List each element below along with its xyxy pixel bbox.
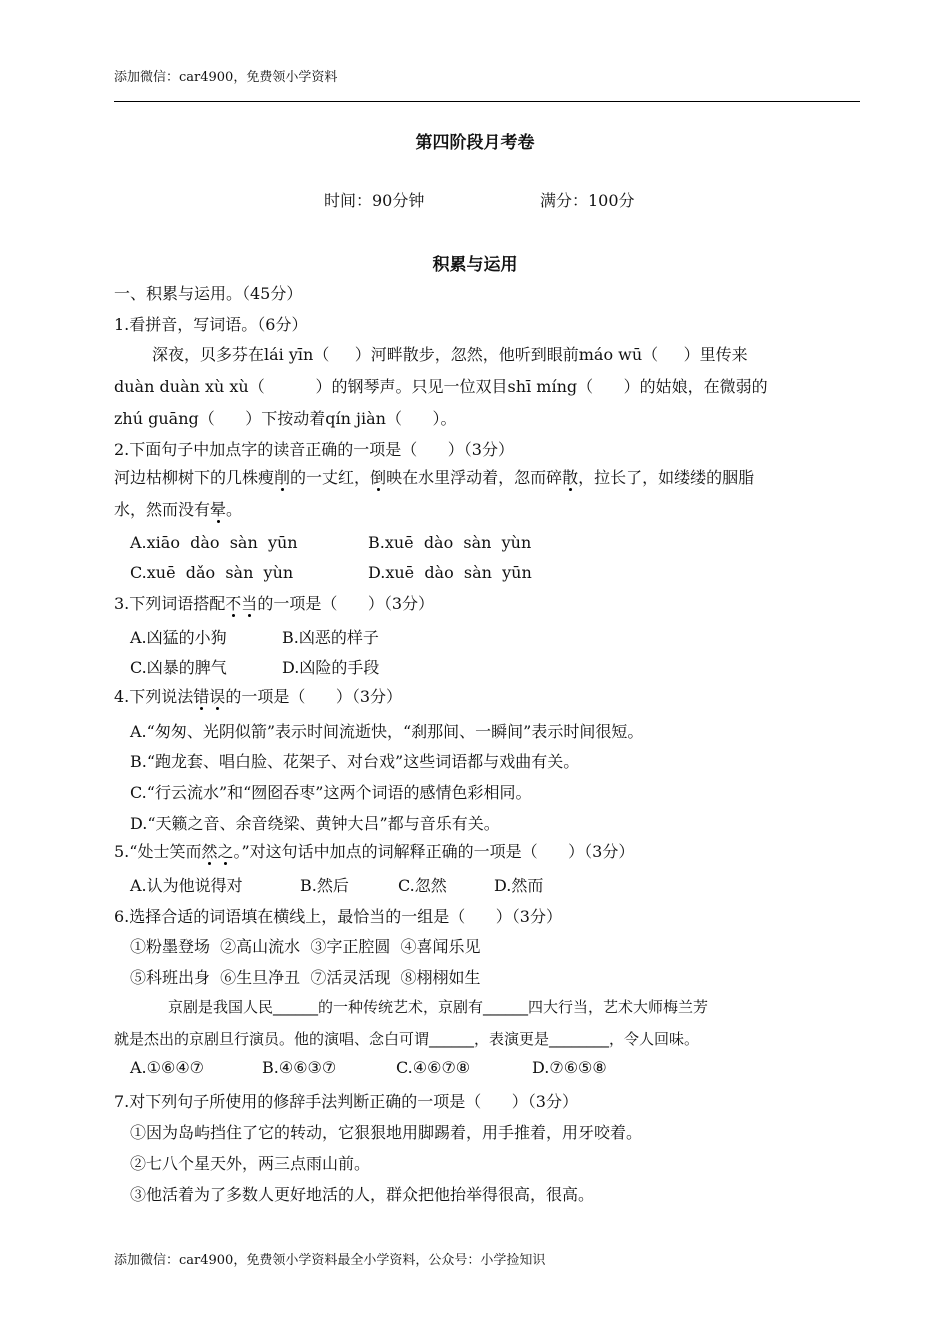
q5-option-a: A.认为他说得对 bbox=[130, 876, 243, 895]
q4-title bbox=[114, 684, 402, 707]
q3-option-d: D.凶险的手段 bbox=[282, 658, 380, 677]
q2-option-d: D.xuē dào sàn yūn bbox=[368, 563, 532, 582]
dotted-char: 不 bbox=[225, 594, 242, 613]
q2-text: 。 bbox=[226, 500, 243, 519]
page-header: 添加微信：car4900，免费领小学资料 bbox=[114, 70, 338, 85]
q2-option-b: B.xuē dào sàn yùn bbox=[368, 533, 532, 552]
q4-option-c: C.“行云流水”和“囫囵吞枣”这两个词语的感情色彩相同。 bbox=[130, 783, 532, 802]
q6-passage-line1: 京剧是我国人民______的一种传统艺术，京剧有______四大行当，艺术大师梅兰芳 bbox=[168, 998, 709, 1016]
exam-title: 第四阶段月考卷 bbox=[415, 133, 535, 153]
q5-text: 。”对这句话中加点的词解释正确的一项是（ ）（3分） bbox=[233, 842, 635, 861]
dotted-char: 然 bbox=[201, 842, 218, 861]
part1-heading: 一、积累与运用。（45分） bbox=[114, 284, 303, 303]
q6-word-list-1: ①粉墨登场 ②高山流水 ③字正腔圆 ④喜闻乐见 bbox=[130, 937, 481, 956]
time-label: 时间：90分钟 bbox=[324, 191, 425, 210]
q4-text: 4.下列说法 bbox=[114, 687, 194, 706]
section-title: 积累与运用 bbox=[432, 255, 518, 275]
q7-title: 7.对下列句子所使用的修辞手法判断正确的一项是（ ）（3分） bbox=[114, 1092, 578, 1111]
q3-text: 的一项是（ ）（3分） bbox=[257, 594, 435, 613]
q3-option-c: C.凶暴的脾气 bbox=[130, 658, 227, 677]
dotted-char: 当 bbox=[241, 594, 258, 613]
q6-passage-line2: 就是杰出的京剧旦行演员。他的演唱、念白可谓______，表演更是________，令人回味。 bbox=[114, 1030, 700, 1048]
q7-sentence-2: ②七八个星天外，两三点雨山前。 bbox=[130, 1154, 371, 1173]
q7-sentence-1: ①因为岛屿挡住了它的转动，它狠狠地用脚踢着，用手推着，用牙咬着。 bbox=[130, 1123, 643, 1142]
q3-text: 3.下列词语搭配 bbox=[114, 594, 226, 613]
q4-option-d: D.“天籁之音、余音绕梁、黄钟大吕”都与音乐有关。 bbox=[130, 814, 500, 833]
q6-option-c: C.④⑥⑦⑧ bbox=[396, 1058, 471, 1077]
dotted-char: 晕 bbox=[210, 500, 227, 519]
q6-word-list-2: ⑤科班出身 ⑥生旦净丑 ⑦活灵活现 ⑧栩栩如生 bbox=[130, 968, 481, 987]
header-rule bbox=[114, 101, 860, 102]
q2-title: 2.下面句子中加点字的读音正确的一项是（ ）（3分） bbox=[114, 440, 514, 459]
dotted-char: 误 bbox=[209, 687, 226, 706]
q1-line2: duàn duàn xù xù（ ）的钢琴声。只见一位双目shī míng（ ）的姑娘，在微弱的 bbox=[114, 377, 768, 396]
q2-option-c: C.xuē dǎo sàn yùn bbox=[130, 563, 294, 582]
q2-text: 水，然而没有 bbox=[114, 500, 211, 519]
q1-title: 1.看拼音，写词语。（6分） bbox=[114, 315, 308, 334]
q5-text: 5.“处士笑而 bbox=[114, 842, 202, 861]
q2-sentence-line1 bbox=[114, 465, 754, 488]
q3-option-a: A.凶猛的小狗 bbox=[130, 628, 227, 647]
q4-text: 的一项是（ ）（3分） bbox=[225, 687, 403, 706]
dotted-char: 错 bbox=[193, 687, 210, 706]
q5-option-b: B.然后 bbox=[300, 876, 349, 895]
q5-option-d: D.然而 bbox=[494, 876, 544, 895]
q7-sentence-3: ③他活着为了多数人更好地活的人，群众把他抬举得很高，很高。 bbox=[130, 1185, 595, 1204]
q2-sentence-line2 bbox=[114, 497, 242, 520]
q4-option-b: B.“跑龙套、唱白脸、花架子、对台戏”这些词语都与戏曲有关。 bbox=[130, 752, 580, 771]
q6-option-d: D.⑦⑥⑤⑧ bbox=[532, 1058, 607, 1077]
dotted-char: 之 bbox=[217, 842, 234, 861]
q1-line1: 深夜，贝多芬在lái yīn（ ）河畔散步，忽然，他听到眼前máo wū（ ）里传来 bbox=[152, 345, 748, 364]
dotted-char: 倒 bbox=[370, 468, 387, 487]
q3-option-b: B.凶恶的样子 bbox=[282, 628, 379, 647]
q1-line3: zhú guāng（ ）下按动着qín jiàn（ ）。 bbox=[114, 409, 457, 428]
q2-text: 的一丈红， bbox=[290, 468, 371, 487]
dotted-char: 削 bbox=[274, 468, 291, 487]
q3-title bbox=[114, 591, 434, 614]
q6-title: 6.选择合适的词语填在横线上，最恰当的一组是（ ）（3分） bbox=[114, 907, 562, 926]
q5-title bbox=[114, 839, 634, 862]
score-label: 满分：100分 bbox=[540, 191, 635, 210]
q5-option-c: C.忽然 bbox=[398, 876, 447, 895]
dotted-char: 散 bbox=[562, 468, 579, 487]
q2-option-a: A.xiāo dào sàn yūn bbox=[130, 533, 298, 552]
q2-text: 河边枯柳树下的几株瘦 bbox=[114, 468, 275, 487]
q2-text: 映在水里浮动着，忽而碎 bbox=[386, 468, 563, 487]
page-footer: 添加微信：car4900，免费领小学资料最全小学资料，公众号：小学捡知识 bbox=[114, 1253, 546, 1268]
q6-option-a: A.①⑥④⑦ bbox=[130, 1058, 205, 1077]
q6-option-b: B.④⑥③⑦ bbox=[262, 1058, 337, 1077]
q2-text: ，拉长了，如缕缕的胭脂 bbox=[578, 468, 755, 487]
q4-option-a: A.“匆匆、光阴似箭”表示时间流逝快，“刹那间、一瞬间”表示时间很短。 bbox=[130, 722, 644, 741]
